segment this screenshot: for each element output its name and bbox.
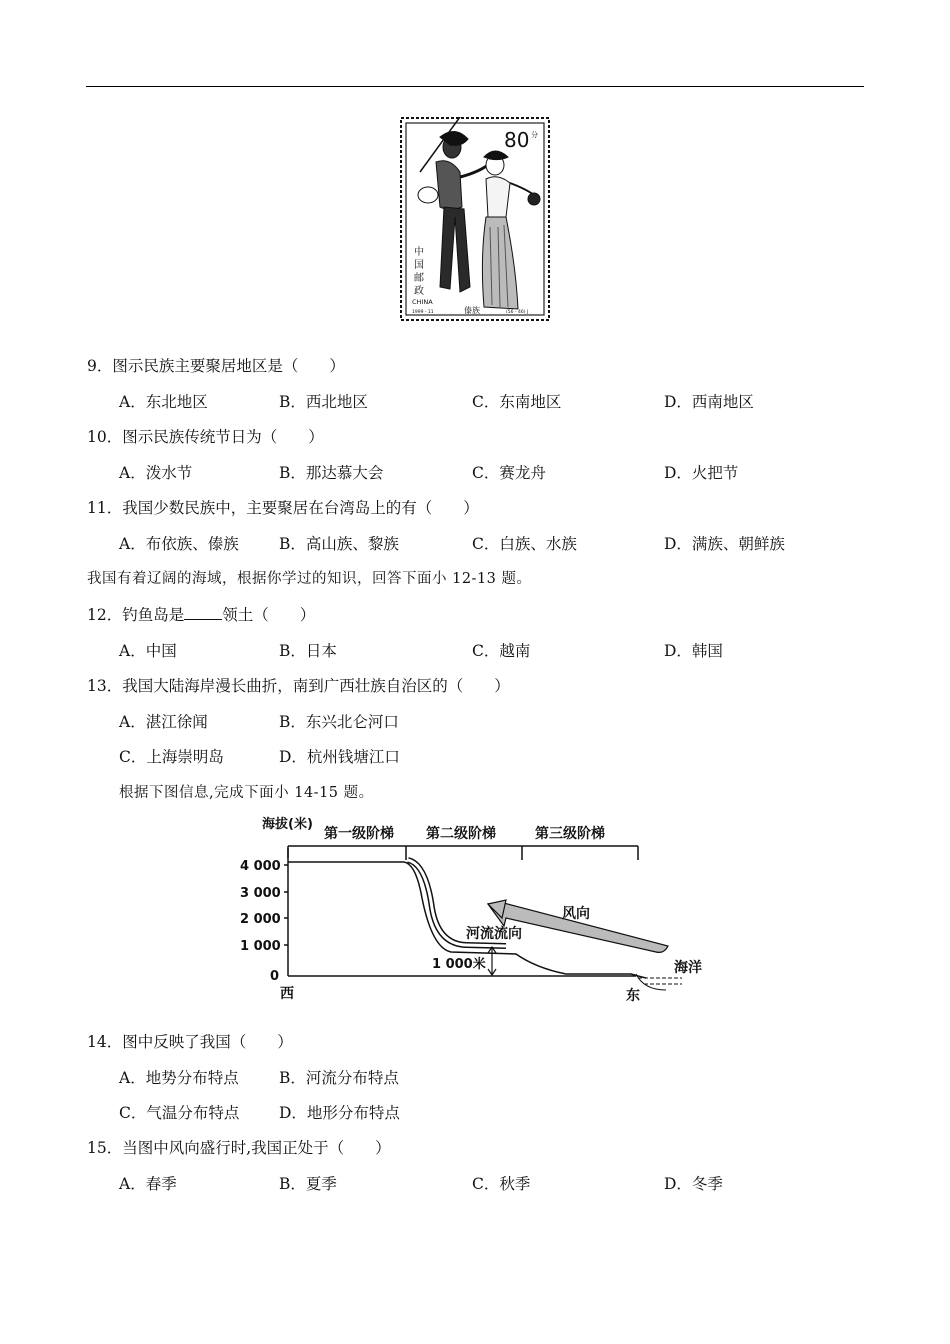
q13-option-b[interactable]: B．东兴北仑河口 <box>279 713 399 731</box>
west-label: 西 <box>280 986 294 1002</box>
question-number: 14． <box>87 1033 123 1051</box>
wind-label: 风向 <box>562 906 590 922</box>
question-text: 当图中风向盛行时,我国正处于（ ） <box>122 1139 391 1157</box>
question-10 <box>87 427 324 447</box>
q14-option-a[interactable]: A．地势分布特点 <box>119 1069 239 1087</box>
question-text: 我国大陆海岸漫长曲折，南到广西壮族自治区的（ ） <box>122 677 510 695</box>
terrain-profile-diagram <box>236 808 716 1008</box>
step-3-label: 第三级阶梯 <box>535 826 605 842</box>
y-tick-3000: 3 000 <box>240 886 281 901</box>
question-text: 图中反映了我国（ ） <box>122 1033 293 1051</box>
ocean-waves <box>636 974 682 990</box>
q15-option-a[interactable]: A．春季 <box>119 1175 177 1193</box>
dai-ethnic-stamp <box>400 117 550 321</box>
stamp-country-char-4: 政 <box>414 286 424 297</box>
q9-option-a[interactable]: A．东北地区 <box>119 393 208 411</box>
q13-option-d[interactable]: D．杭州钱塘江口 <box>279 748 400 766</box>
q13-option-a[interactable]: A．湛江徐闻 <box>119 713 208 731</box>
stamp-country-en: CHINA <box>412 298 433 306</box>
q12-option-a[interactable]: A．中国 <box>119 642 177 660</box>
question-number: 10． <box>87 428 123 446</box>
stamp-value: 80 <box>504 128 530 152</box>
stamp-country-char-1: 中 <box>414 247 424 258</box>
q11-option-b[interactable]: B．高山族、黎族 <box>279 535 399 553</box>
q12-option-b[interactable]: B．日本 <box>279 642 337 660</box>
q10-option-d[interactable]: D．火把节 <box>664 464 739 482</box>
river-label: 河流流向 <box>466 926 522 942</box>
stamp-country-char-2: 国 <box>414 260 424 271</box>
q9-option-b[interactable]: B．西北地区 <box>279 393 368 411</box>
ocean-label: 海洋 <box>674 960 702 976</box>
q13-option-c[interactable]: C．上海崇明岛 <box>119 748 224 766</box>
question-13 <box>87 676 510 696</box>
q14-option-c[interactable]: C．气温分布特点 <box>119 1104 240 1122</box>
q9-option-d[interactable]: D．西南地区 <box>664 393 754 411</box>
q11-option-c[interactable]: C．白族、水族 <box>472 535 577 553</box>
intro-14-15: 根据下图信息,完成下面小 14-15 题。 <box>119 785 374 801</box>
question-number: 11． <box>87 499 123 517</box>
q12-option-d[interactable]: D．韩国 <box>664 642 723 660</box>
q15-option-d[interactable]: D．冬季 <box>664 1175 723 1193</box>
question-11 <box>87 498 479 518</box>
stamp-country-char-3: 邮 <box>414 273 424 284</box>
question-text-before: 钓鱼岛是 <box>122 606 185 624</box>
q10-option-a[interactable]: A．泼水节 <box>119 464 193 482</box>
intro-12-13: 我国有着辽阔的海域，根据你学过的知识，回答下面小 12-13 题。 <box>87 571 532 587</box>
header-rule <box>86 86 864 87</box>
q12-option-c[interactable]: C．越南 <box>472 642 531 660</box>
q14-option-b[interactable]: B．河流分布特点 <box>279 1069 399 1087</box>
y-axis-label: 海拔(米) <box>262 817 313 832</box>
question-number: 15． <box>87 1139 123 1157</box>
stamp-caption: 傣族 <box>464 306 480 315</box>
step-2-label: 第二级阶梯 <box>426 826 496 842</box>
question-14 <box>87 1032 293 1052</box>
steps-bracket <box>288 846 638 860</box>
question-number: 13． <box>87 677 123 695</box>
stamp-code-left: 1999 - 11 <box>412 310 434 315</box>
question-text: 我国少数民族中，主要聚居在台湾岛上的有（ ） <box>122 499 479 517</box>
y-tick-4000: 4 000 <box>240 859 281 874</box>
step-1-label: 第一级阶梯 <box>324 826 394 842</box>
q10-option-b[interactable]: B．那达慕大会 <box>279 464 384 482</box>
question-text: 图示民族传统节日为（ ） <box>122 428 324 446</box>
q11-option-d[interactable]: D．满族、朝鲜族 <box>664 535 785 553</box>
stamp-value-unit: 分 <box>531 131 538 139</box>
question-15 <box>87 1138 391 1158</box>
q10-option-c[interactable]: C．赛龙舟 <box>472 464 546 482</box>
q9-option-c[interactable]: C．东南地区 <box>472 393 562 411</box>
east-label: 东 <box>626 988 640 1004</box>
answer-blank <box>184 605 222 620</box>
y-tick-1000: 1 000 <box>240 939 281 954</box>
height-label: 1 000米 <box>432 957 486 972</box>
q15-option-b[interactable]: B．夏季 <box>279 1175 337 1193</box>
question-12 <box>87 605 315 625</box>
y-tick-2000: 2 000 <box>240 912 281 927</box>
question-9 <box>87 356 345 376</box>
q14-option-d[interactable]: D．地形分布特点 <box>279 1104 400 1122</box>
q11-option-a[interactable]: A．布依族、傣族 <box>119 535 239 553</box>
stamp-code-right: (56 - 46) J <box>506 310 529 315</box>
y-tick-0: 0 <box>270 969 280 984</box>
question-text: 图示民族主要聚居地区是（ ） <box>112 357 345 375</box>
q15-option-c[interactable]: C．秋季 <box>472 1175 531 1193</box>
question-number: 12． <box>87 606 123 624</box>
question-text-after: 领土（ ） <box>222 606 316 624</box>
question-number: 9． <box>87 357 113 375</box>
